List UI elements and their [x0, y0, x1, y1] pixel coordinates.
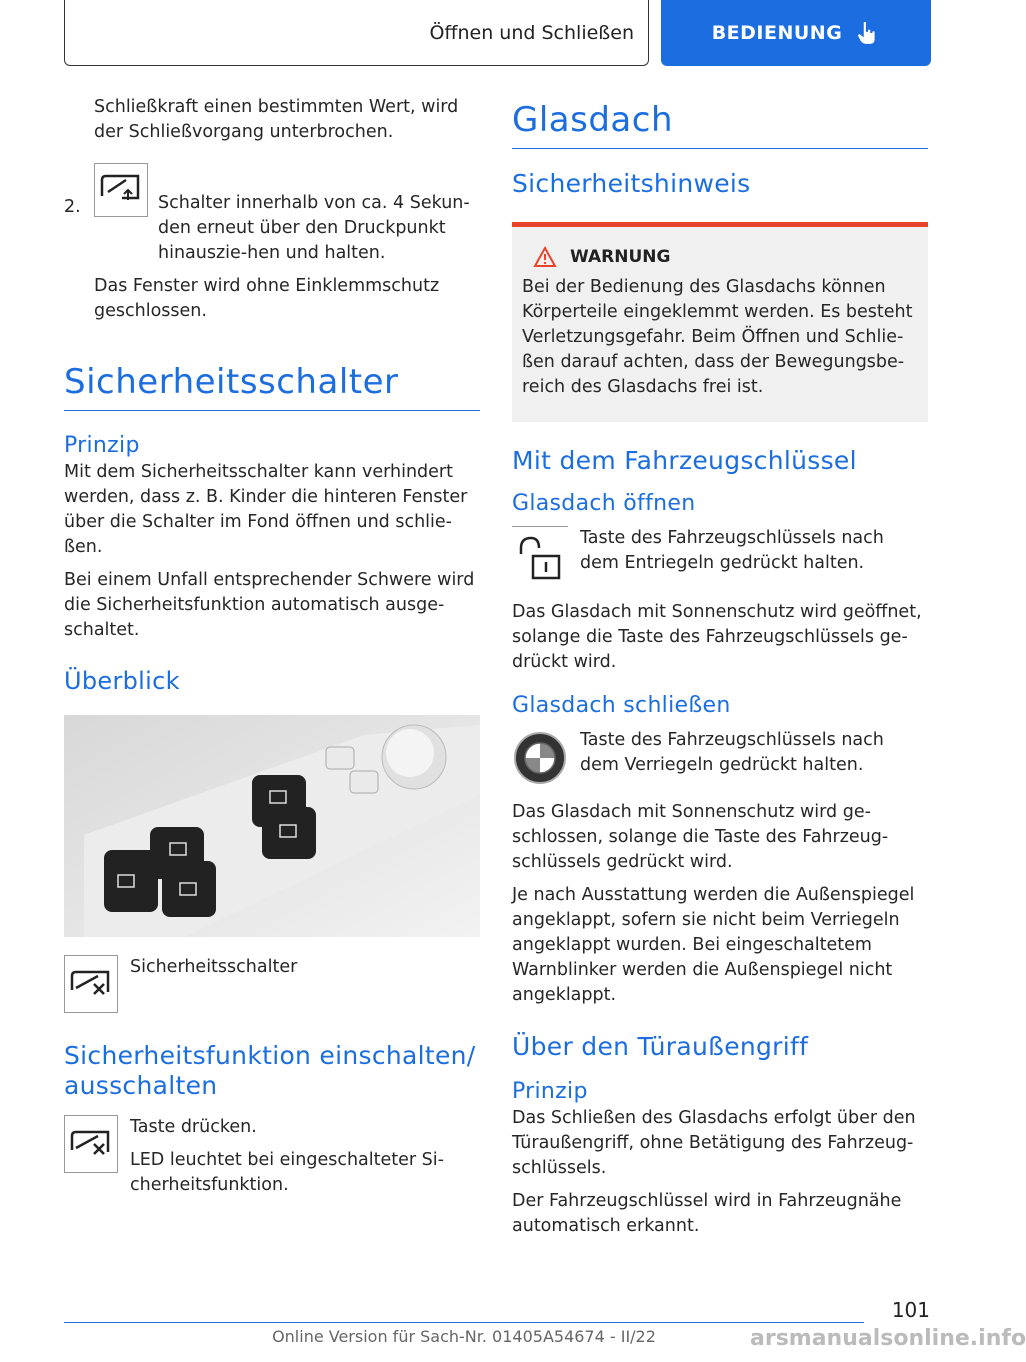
heading-overview: Überblick [64, 667, 180, 695]
warning-text: Bei der Bedienung des Glasdachs können Körperteile eingeklemmt werden. Es besteht Verletzungsgefahr. Beim Öffnen und Schlie‐ßen darauf achten, dass der Bewegungsbe‐reich des Glasdachs frei ist. [522, 277, 913, 397]
right-column [512, 100, 928, 1239]
close-paragraph-1: Taste des Fahrzeugschlüssels nach dem Verriegeln gedrückt halten. [580, 730, 884, 775]
unlock-icon [512, 526, 568, 588]
warning-box [512, 222, 928, 422]
chapter-title: BEDIENUNG [711, 22, 843, 44]
warning-header [522, 247, 918, 267]
heading-toggle-safety: Sicherheitsfunktion einschalten/ ausschalten [64, 1041, 476, 1100]
open-instructions [512, 526, 928, 588]
toggle-instructions [64, 1115, 480, 1198]
warning-triangle-icon [534, 247, 556, 267]
warning-title: WARNUNG [570, 247, 671, 267]
chapter-tab [661, 0, 931, 66]
bmw-key-icon [512, 728, 568, 788]
section-title: Öffnen und Schließen [429, 21, 634, 44]
principle-paragraph-2: Bei einem Unfall entsprechender Schwere wird die Sicherheitsfunktion automatisch ausge‐schaltet. [64, 570, 475, 640]
footer [64, 1322, 864, 1346]
open-paragraph-1: Taste des Fahrzeugschlüssels nach dem Entriegeln gedrückt halten. [580, 528, 884, 573]
heading-close-roof: Glasdach schließen [512, 693, 731, 718]
heading-safety-note: Sicherheitshinweis [512, 169, 751, 198]
close-instructions [512, 728, 928, 788]
page-number: 101 [891, 1298, 930, 1322]
close-paragraph-3: Je nach Ausstattung werden die Außenspiegel angeklappt, sofern sie nicht beim Verriegeln angeklappt wurden. Bei eingeschaltetem Warnblinker werden die Außenspiegel nicht angeklappt. [512, 885, 915, 1005]
step-2-text: Schalter innerhalb von ca. 4 Sekun‐den erneut über den Druckpunkt hinauszie‐hen und halten. [158, 193, 470, 263]
principle-paragraph-1: Mit dem Sicherheitsschalter kann verhindert werden, dass z. B. Kinder die hinteren Fenster über die Schalter im Fond öffnen und schlie‐ßen. [64, 462, 468, 557]
door-switch-photo [64, 715, 480, 937]
watermark: arsmanualsonline.info [750, 1326, 1026, 1351]
left-column [64, 95, 480, 1198]
heading-glass-roof: Glasdach [512, 100, 928, 149]
heading-safety-switch: Sicherheitsschalter [64, 362, 480, 411]
window-lock-icon-2 [64, 1115, 118, 1173]
step-2 [64, 163, 480, 324]
toggle-paragraph-2: LED leuchtet bei eingeschalteter Si‐cherheitsfunktion. [130, 1150, 444, 1195]
step-2-result: Das Fenster wird ohne Einklemmschutz geschlossen. [94, 276, 440, 321]
window-switch-up-icon [94, 163, 148, 217]
window-lock-icon [64, 955, 118, 1013]
section-tab [64, 0, 649, 66]
close-paragraph-2: Das Glasdach mit Sonnenschutz wird ge‐schlossen, solange die Taste des Fahrzeug‐schlüssels gedrückt wird. [512, 802, 889, 872]
open-paragraph-2: Das Glasdach mit Sonnenschutz wird geöffnet, solange die Taste des Fahrzeugschlüssels ge‐drückt wird. [512, 602, 922, 672]
heading-open-roof: Glasdach öffnen [512, 491, 696, 516]
heading-handle-principle: Prinzip [512, 1079, 588, 1104]
step-number: 2. [64, 197, 81, 217]
handle-paragraph-1: Das Schließen des Glasdachs erfolgt über den Türaußengriff, ohne Betätigung des Fahrzeug‐schlüssels. [512, 1108, 916, 1178]
hand-pointer-icon [854, 20, 880, 46]
heading-door-handle: Über den Türaußengriff [512, 1032, 809, 1061]
safety-switch-legend [64, 955, 480, 1013]
toggle-paragraph-1: Taste drücken. [130, 1117, 257, 1137]
safety-switch-label: Sicherheitsschalter [130, 957, 298, 977]
handle-paragraph-2: Der Fahrzeugschlüssel wird in Fahrzeugnähe automatisch erkannt. [512, 1191, 902, 1236]
footer-text: Online Version für Sach-Nr. 01405A54674 - II/22 [272, 1327, 656, 1346]
intro-text: Schließkraft einen bestimmten Wert, wird der Schließvorgang unterbrochen. [94, 97, 459, 142]
heading-with-key: Mit dem Fahrzeugschlüssel [512, 446, 857, 475]
heading-principle: Prinzip [64, 433, 140, 458]
